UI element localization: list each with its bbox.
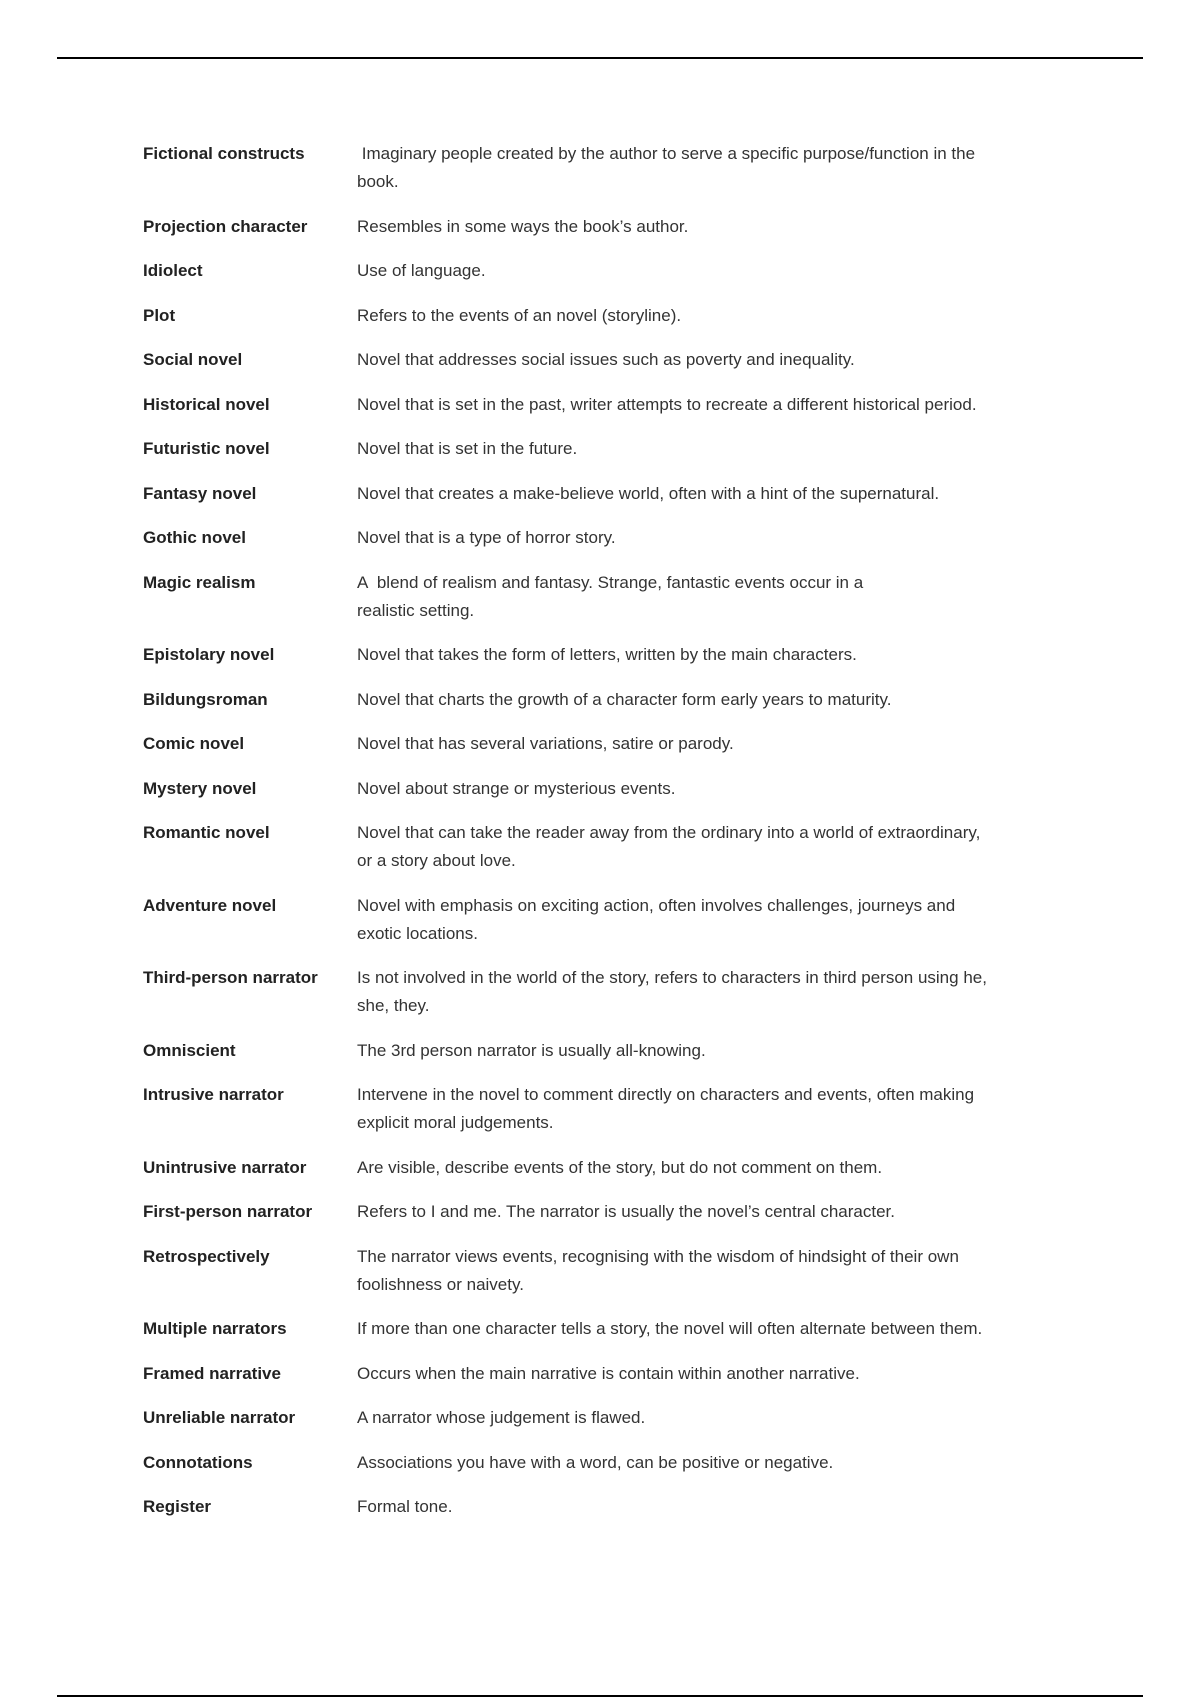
glossary-entry — [143, 1360, 1063, 1388]
glossary-definition: Novel that addresses social issues such as poverty and inequality. — [357, 350, 855, 369]
glossary-definition: Refers to I and me. The narrator is usually the novel’s central character. — [357, 1202, 895, 1221]
glossary-term: Unreliable narrator — [143, 1408, 296, 1427]
glossary-term: Register — [143, 1497, 212, 1516]
glossary-term: Comic novel — [143, 734, 245, 753]
glossary-entry — [143, 1404, 1063, 1432]
glossary-entry — [143, 964, 1063, 1020]
glossary-term: Framed narrative — [143, 1363, 281, 1383]
glossary-entry — [143, 391, 1063, 419]
glossary-term: Bildungsroman — [143, 689, 268, 709]
glossary-definition: Novel that can take the reader away from the ordinary into a world of extraordinary, or a story about love. — [357, 823, 981, 870]
glossary-term: Retrospectively — [143, 1246, 270, 1266]
glossary-term: Gothic novel — [143, 528, 246, 547]
glossary-term: Fantasy novel — [143, 483, 257, 503]
glossary-entry — [143, 1198, 1063, 1226]
glossary-term: Fictional constructs — [143, 144, 305, 163]
glossary-term: Futuristic novel — [143, 439, 270, 458]
glossary-definition: A blend of realism and fantasy. Strange, fantastic events occur in a realistic setting. — [357, 572, 864, 620]
glossary-term: Projection character — [143, 216, 308, 236]
glossary-entry — [143, 346, 1063, 374]
glossary-entry — [143, 892, 1063, 948]
glossary-term: First-person narrator — [143, 1202, 313, 1221]
glossary-term: Unintrusive narrator — [143, 1157, 307, 1177]
glossary-definition: A narrator whose judgement is flawed. — [357, 1408, 646, 1427]
glossary-entry — [143, 213, 1063, 241]
glossary-entry — [143, 641, 1063, 669]
glossary-entry — [143, 819, 1063, 875]
glossary-entry — [143, 1081, 1063, 1137]
glossary-entry — [143, 435, 1063, 463]
glossary-definition: Novel that has several variations, satire or parody. — [357, 734, 734, 753]
glossary-entry — [143, 1243, 1063, 1299]
glossary-definition: Imaginary people created by the author to serve a specific purpose/function in the book. — [357, 144, 976, 191]
glossary-entry — [143, 1315, 1063, 1343]
glossary-definition: Intervene in the novel to comment directly on characters and events, often making explicit moral judgements. — [357, 1085, 975, 1132]
glossary-entry — [143, 140, 1063, 196]
glossary-term: Multiple narrators — [143, 1319, 287, 1338]
glossary-entry — [143, 1037, 1063, 1065]
glossary-term: Connotations — [143, 1452, 253, 1472]
glossary-term: Omniscient — [143, 1040, 236, 1060]
glossary-term: Idiolect — [143, 261, 203, 280]
footer-rule — [57, 1695, 1143, 1697]
glossary-definition: Novel that is set in the past, writer attempts to recreate a different historical period. — [357, 394, 977, 414]
glossary-definition: Resembles in some ways the book’s author. — [357, 216, 689, 236]
glossary-definition: Associations you have with a word, can be positive or negative. — [357, 1452, 834, 1472]
glossary-term: Historical novel — [143, 394, 270, 414]
glossary-term: Romantic novel — [143, 823, 270, 842]
glossary-entry — [143, 686, 1063, 714]
glossary-definition: The narrator views events, recognising with the wisdom of hindsight of their own foolishness or naivety. — [357, 1246, 959, 1294]
glossary-entry — [143, 257, 1063, 285]
glossary-entry — [143, 569, 1063, 625]
glossary-term: Intrusive narrator — [143, 1085, 284, 1104]
glossary-entry — [143, 775, 1063, 803]
glossary-entry — [143, 1154, 1063, 1182]
glossary-entry — [143, 1493, 1063, 1521]
glossary-definition: Are visible, describe events of the story, but do not comment on them. — [357, 1157, 883, 1177]
glossary-definition: Novel that charts the growth of a character form early years to maturity. — [357, 689, 892, 709]
glossary-term: Third-person narrator — [143, 968, 318, 987]
glossary-definition: Novel that is a type of horror story. — [357, 528, 616, 547]
glossary-definition: Novel that creates a make-believe world, often with a hint of the supernatural. — [357, 483, 940, 503]
glossary-definition: Novel that is set in the future. — [357, 439, 578, 458]
glossary-definition: Novel that takes the form of letters, written by the main characters. — [357, 645, 857, 664]
glossary-definition: Formal tone. — [357, 1497, 453, 1516]
glossary-term: Epistolary novel — [143, 645, 275, 664]
glossary-term: Mystery novel — [143, 778, 257, 798]
glossary-definition: Novel with emphasis on exciting action, often involves challenges, journeys and exotic locations. — [357, 895, 956, 943]
glossary-entry — [143, 302, 1063, 330]
glossary-entry — [143, 730, 1063, 758]
glossary-definition: The 3rd person narrator is usually all-knowing. — [357, 1040, 706, 1060]
glossary-term: Plot — [143, 305, 176, 325]
glossary-term: Adventure novel — [143, 895, 277, 915]
glossary-definition: If more than one character tells a story, the novel will often alternate between them. — [357, 1319, 983, 1338]
header-rule — [57, 57, 1143, 59]
glossary-definition: Occurs when the main narrative is contain within another narrative. — [357, 1363, 860, 1383]
glossary-list — [143, 140, 1063, 1538]
glossary-entry — [143, 480, 1063, 508]
glossary-entry — [143, 524, 1063, 552]
glossary-definition: Is not involved in the world of the story, refers to characters in third person using he, she, they. — [357, 968, 987, 1015]
glossary-definition: Use of language. — [357, 261, 486, 280]
glossary-entry — [143, 1449, 1063, 1477]
glossary-definition: Novel about strange or mysterious events. — [357, 778, 676, 798]
glossary-term: Magic realism — [143, 572, 256, 592]
glossary-term: Social novel — [143, 350, 243, 369]
glossary-definition: Refers to the events of an novel (storyline). — [357, 305, 682, 325]
